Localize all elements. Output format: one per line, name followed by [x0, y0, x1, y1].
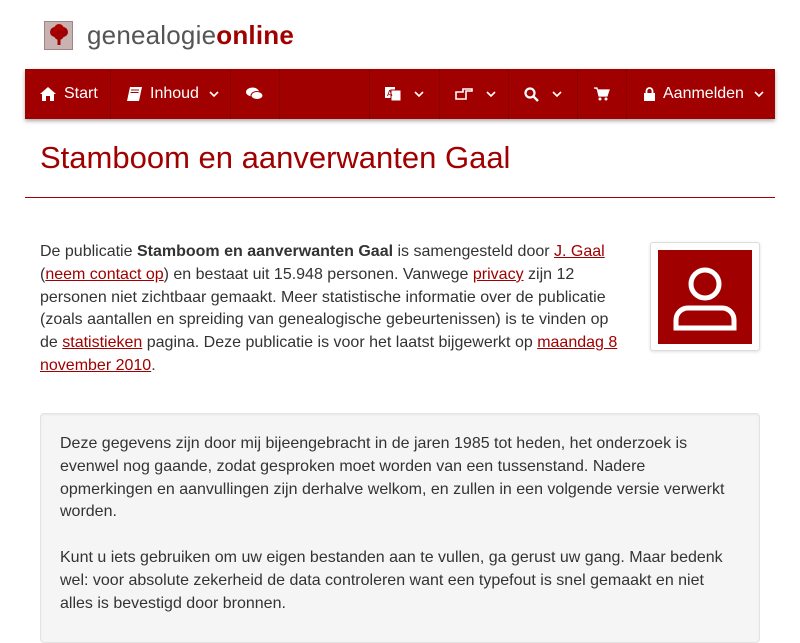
- nav-language[interactable]: [370, 69, 440, 119]
- svg-text:A: A: [387, 89, 393, 98]
- nav-aanmelden-label: Aanmelden: [663, 85, 744, 102]
- description-paragraph: Kunt u iets gebruiken om uw eigen bestanden aan te vullen, ga gerust uw gang. Maar bedenk wel: voor absolute zekerheid de data controleren want een typefout is snel gemaakt en niet alles is bevestigd door bronnen.: [60, 548, 723, 612]
- author-link[interactable]: J. Gaal: [554, 243, 605, 260]
- chevron-down-icon: [486, 91, 496, 98]
- intro-text: pagina. Deze publicatie is voor het laatst bijgewerkt op: [142, 334, 538, 352]
- publication-name: Stamboom en aanverwanten Gaal: [136, 243, 394, 260]
- nav-inhoud-label: Inhoud: [150, 85, 199, 102]
- chevron-down-icon: [754, 91, 764, 98]
- site-logo[interactable]: [44, 18, 294, 52]
- shopping-cart-icon: [594, 87, 609, 101]
- statistics-link[interactable]: statistieken: [62, 334, 143, 352]
- chevron-down-icon: [209, 91, 219, 98]
- comments-icon: [246, 87, 263, 101]
- logo-text-part2: online: [216, 19, 294, 50]
- title-divider: [25, 197, 775, 198]
- book-icon: [127, 87, 142, 101]
- intro-text: is samengesteld door: [393, 243, 555, 260]
- chevron-down-icon: [414, 91, 424, 98]
- user-icon: [658, 250, 752, 344]
- last-updated-link[interactable]: maandag 8 november 2010: [40, 334, 618, 374]
- site-name: [87, 20, 294, 51]
- nav-start[interactable]: [25, 69, 111, 119]
- nav-help[interactable]: [440, 69, 509, 119]
- lock-icon: [644, 87, 655, 101]
- tree-icon: [44, 21, 73, 50]
- main-navbar: [25, 69, 775, 119]
- home-icon: [40, 87, 56, 101]
- author-avatar-card[interactable]: [650, 242, 760, 351]
- contact-link[interactable]: neem contact op: [45, 265, 164, 283]
- privacy-link[interactable]: privacy: [472, 265, 524, 283]
- nav-inhoud[interactable]: [111, 69, 231, 119]
- nav-forum[interactable]: [231, 69, 280, 119]
- hand-pointer-icon: [455, 87, 473, 101]
- nav-shop[interactable]: [578, 69, 627, 119]
- nav-aanmelden[interactable]: [627, 69, 775, 119]
- search-icon: [524, 87, 539, 102]
- publication-intro: [40, 241, 630, 378]
- page-title: Stamboom en aanverwanten Gaal: [40, 140, 511, 175]
- intro-text: zijn 12 personen niet zichtbaar gemaakt. Meer statistische informatie over de publicatie (zoals aantallen en spreiding van genealogische gebeurtenissen) is te vinden op de: [40, 265, 609, 352]
- chevron-down-icon: [552, 91, 562, 98]
- intro-text: (: [40, 265, 46, 283]
- nav-search[interactable]: [509, 69, 578, 119]
- nav-spacer: [280, 69, 370, 119]
- nav-start-label: Start: [64, 85, 98, 102]
- intro-text: ) en bestaat uit 15.948 personen. Vanwege: [163, 265, 473, 283]
- description-paragraph: Deze gegevens zijn door mij bijeengebracht in de jaren 1985 tot heden, het onderzoek is evenwel nog gaande, zodat gesproken moet worden van een tussenstand. Nadere opmerkingen en aanvullingen zijn derhalve welkom, en zullen in een volgende versie verwerkt worden.: [60, 435, 725, 521]
- intro-text: De publicatie: [40, 243, 137, 260]
- publication-description: [40, 413, 760, 643]
- intro-text: .: [151, 356, 156, 374]
- translate-icon: [385, 86, 401, 102]
- logo-text-part1: genealogie: [87, 19, 217, 50]
